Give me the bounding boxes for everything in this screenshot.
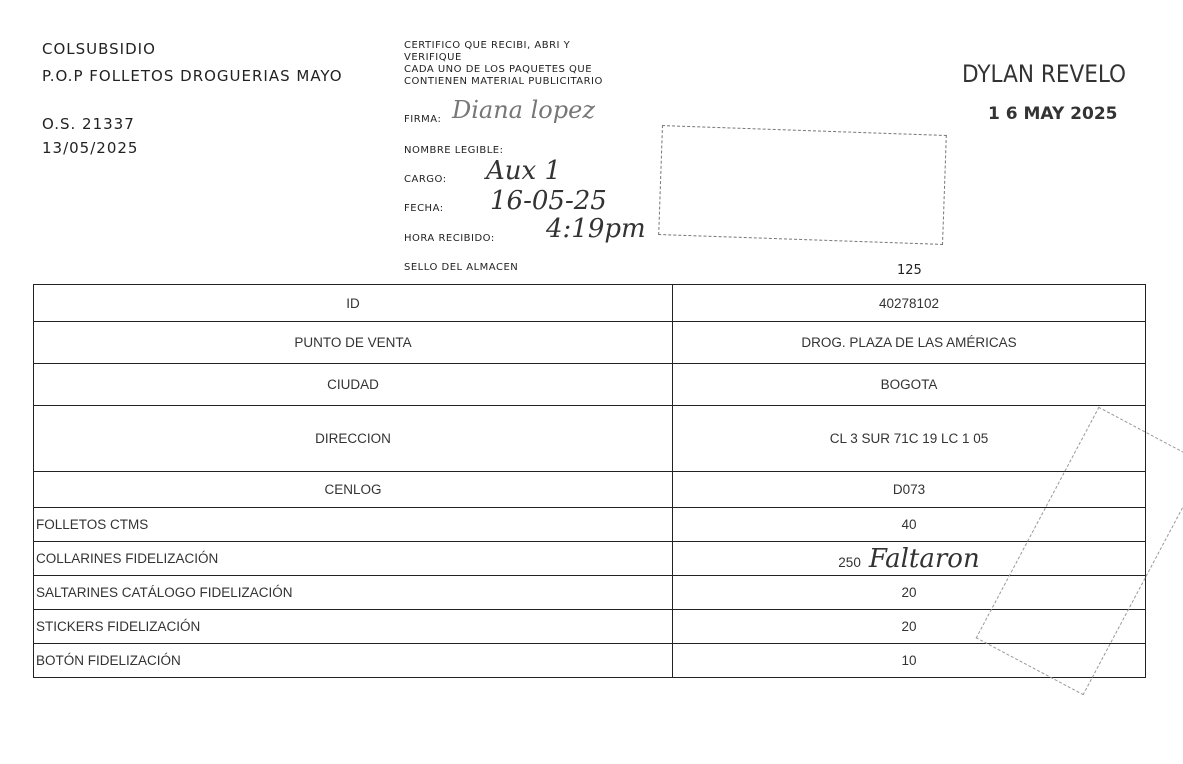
item-label: COLLARINES FIDELIZACIÓN bbox=[34, 542, 673, 576]
fecha-value: 16-05-25 bbox=[490, 186, 607, 216]
table-row bbox=[34, 364, 1146, 406]
header-block bbox=[42, 36, 343, 160]
sello-label: SELLO DEL ALMACEN bbox=[404, 262, 519, 273]
pos-delivery-table bbox=[33, 284, 1146, 678]
item-label: FOLLETOS CTMS bbox=[34, 508, 673, 542]
count-number: 125 bbox=[897, 263, 922, 278]
cert-line: CONTIENEN MATERIAL PUBLICITARIO bbox=[404, 76, 603, 87]
row-value: BOGOTA bbox=[673, 364, 1146, 406]
cargo-value: Aux 1 bbox=[486, 156, 561, 186]
row-value: CL 3 SUR 71C 19 LC 1 05 bbox=[673, 406, 1146, 472]
item-quantity: 20 bbox=[673, 576, 1146, 610]
row-value: 40278102 bbox=[673, 285, 1146, 322]
table-row bbox=[34, 508, 1146, 542]
table-row bbox=[34, 644, 1146, 678]
handwritten-note: Faltaron bbox=[868, 543, 980, 574]
hora-label: HORA RECIBIDO: bbox=[404, 233, 495, 244]
firma-signature: Diana lopez bbox=[452, 96, 595, 124]
order-date: 13/05/2025 bbox=[42, 139, 139, 157]
table-row bbox=[34, 406, 1146, 472]
receiver-stamp-name: DYLAN REVELO bbox=[962, 60, 1127, 88]
hora-value: 4:19pm bbox=[546, 214, 646, 244]
warehouse-stamp bbox=[658, 125, 947, 245]
row-label: CENLOG bbox=[34, 472, 673, 508]
cert-line: CADA UNO DE LOS PAQUETES QUE bbox=[404, 64, 593, 75]
certification-text bbox=[404, 40, 603, 88]
table-row bbox=[34, 576, 1146, 610]
row-label: PUNTO DE VENTA bbox=[34, 322, 673, 364]
table-row bbox=[34, 472, 1146, 508]
item-quantity: 20 bbox=[673, 610, 1146, 644]
firma-label: FIRMA: bbox=[404, 114, 442, 125]
table-row bbox=[34, 285, 1146, 322]
item-quantity: 250 bbox=[838, 554, 861, 570]
row-value: DROG. PLAZA DE LAS AMÉRICAS bbox=[673, 322, 1146, 364]
cert-line: CERTIFICO QUE RECIBI, ABRI Y bbox=[404, 40, 571, 51]
campaign-title: P.O.P FOLLETOS DROGUERIAS MAYO bbox=[42, 67, 343, 85]
table-row bbox=[34, 322, 1146, 364]
company-name: COLSUBSIDIO bbox=[42, 40, 156, 58]
item-quantity: 10 bbox=[673, 644, 1146, 678]
item-quantity: 40 bbox=[673, 508, 1146, 542]
row-label: DIRECCION bbox=[34, 406, 673, 472]
row-value: D073 bbox=[673, 472, 1146, 508]
row-label: ID bbox=[34, 285, 673, 322]
cargo-label: CARGO: bbox=[404, 174, 447, 185]
row-label: CIUDAD bbox=[34, 364, 673, 406]
receiver-stamp-date: 1 6 MAY 2025 bbox=[988, 104, 1118, 124]
order-number: O.S. 21337 bbox=[42, 115, 135, 133]
item-label: STICKERS FIDELIZACIÓN bbox=[34, 610, 673, 644]
item-label: BOTÓN FIDELIZACIÓN bbox=[34, 644, 673, 678]
fecha-label: FECHA: bbox=[404, 203, 444, 214]
table-row bbox=[34, 542, 1146, 576]
cert-line: VERIFIQUE bbox=[404, 52, 462, 63]
item-label: SALTARINES CATÁLOGO FIDELIZACIÓN bbox=[34, 576, 673, 610]
nombre-label: NOMBRE LEGIBLE: bbox=[404, 145, 504, 156]
